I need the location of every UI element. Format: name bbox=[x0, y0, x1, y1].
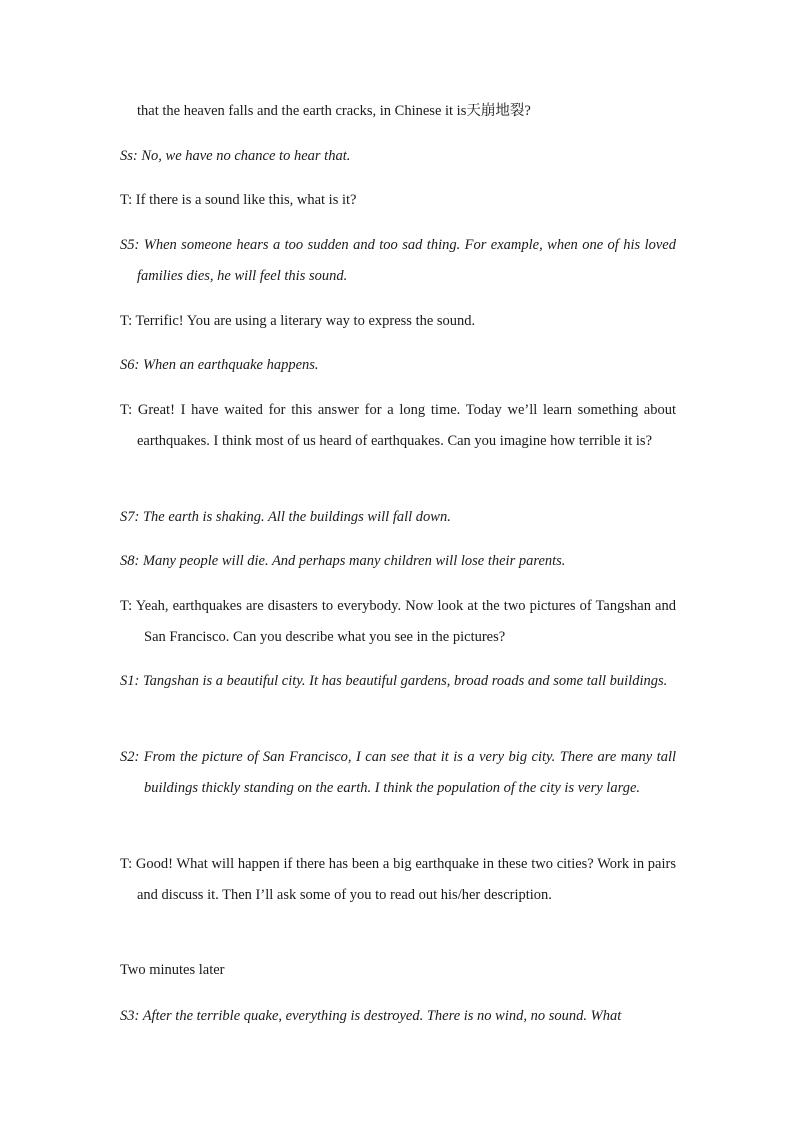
dialogue-line-teacher: T: Terrific! You are using a literary way to express the sound. bbox=[120, 313, 476, 329]
dialogue-line-teacher: T: Yeah, earthquakes are disasters to everybody. Now look at the two pictures of Tangshan and San Francisco. Can you describe what you see in the pictures? bbox=[120, 598, 676, 645]
dialogue-line-student-s3: S3: After the terrible quake, everything is destroyed. There is no wind, no sound. What bbox=[120, 1008, 622, 1024]
dialogue-line-student-s6: S6: When an earthquake happens. bbox=[120, 357, 319, 373]
dialogue-line-student-s5: S5: When someone hears a too sudden and too sad thing. For example, when one of his loved families dies, he will feel this sound. bbox=[120, 237, 676, 284]
dialogue-line-teacher: T: If there is a sound like this, what is it? bbox=[120, 192, 357, 208]
dialogue-line-students: Ss: No, we have no chance to hear that. bbox=[120, 148, 351, 164]
dialogue-line-student-s1: S1: Tangshan is a beautiful city. It has beautiful gardens, broad roads and some tall buildings. bbox=[120, 673, 668, 689]
dialogue-line-student-s8: S8: Many people will die. And perhaps many children will lose their parents. bbox=[120, 553, 566, 569]
dialogue-line-student-s7: S7: The earth is shaking. All the buildings will fall down. bbox=[120, 509, 451, 525]
dialogue-line-teacher: T: Great! I have waited for this answer for a long time. Today we’ll learn something about earthquakes. I think most of us heard of earthquakes. Can you imagine how terrible it is? bbox=[120, 402, 676, 449]
dialogue-line-student-s2: S2: From the picture of San Francisco, I can see that it is a very big city. There are many tall buildings thickly standing on the earth. I think the population of the city is very large. bbox=[120, 749, 676, 796]
dialogue-line-teacher-continued: that the heaven falls and the earth cracks, in Chinese it is天崩地裂? bbox=[137, 103, 531, 119]
dialogue-line-teacher: T: Good! What will happen if there has been a big earthquake in these two cities? Work in pairs and discuss it. Then I’ll ask some of you to read out his/her description. bbox=[120, 856, 676, 903]
stage-direction: Two minutes later bbox=[120, 962, 225, 978]
